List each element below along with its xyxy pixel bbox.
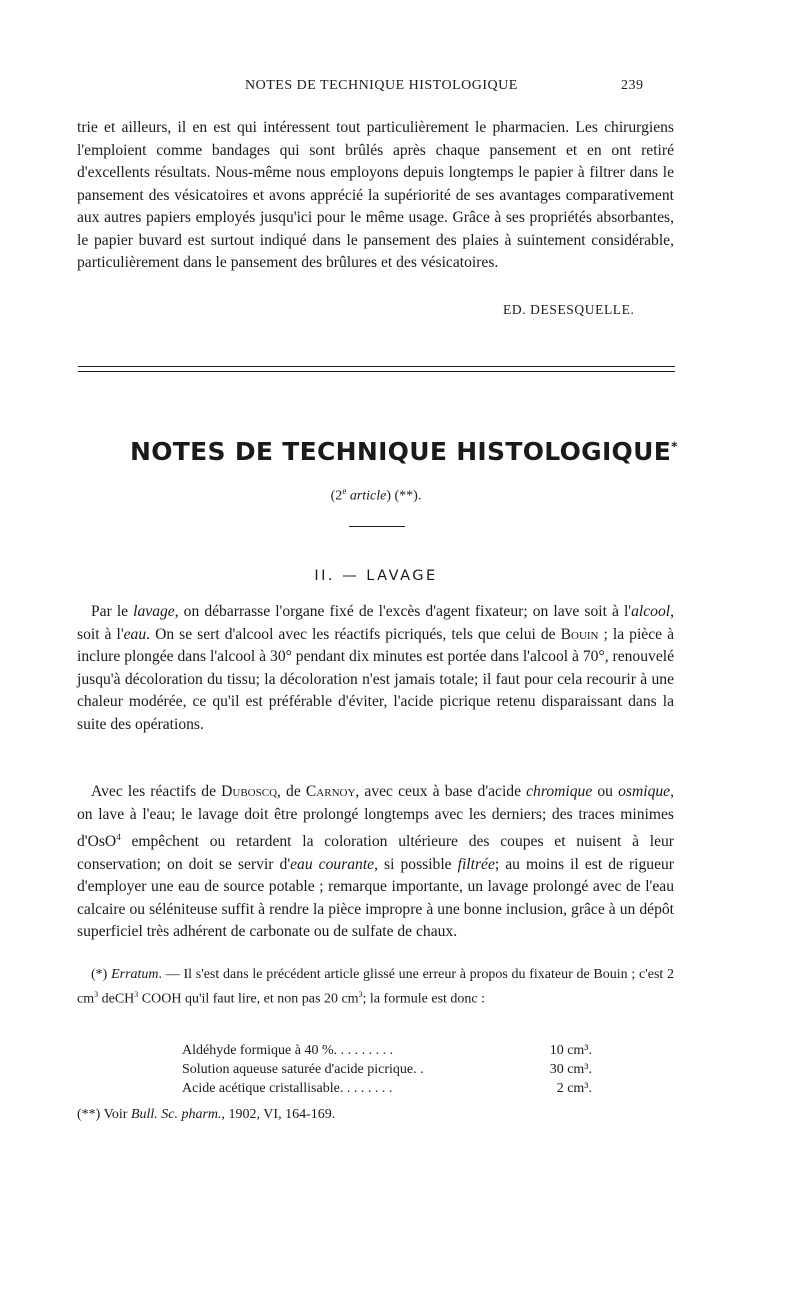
article-subtitle: [0, 486, 752, 505]
fn1-sup-3: 3: [358, 989, 363, 999]
previous-article-paragraph: trie et ailleurs, il en est qui intéressent tout particulièrement le pharmacien. Les chirurgiens l'emploient comme bandages qui sont brûlés après chaque pansement et en ont retiré d'excellents résultats. Nous-même nous employons depuis longtemps le papier à filtrer dans le pansement des vésicatoires et avons apprécié la supériorité de ses avantages comparativement aux autres papiers employés jusqu'ici pour le même usage. Grâce à ses propriétés absorbantes, le papier buvard est surtout indiqué dans le pansement des plaies à suintement considérable, particulièrement dans le pansement des brûlures et des vésicatoires.: [77, 119, 674, 271]
section-divider-rule: [78, 366, 675, 367]
p2-italic-osmique: osmique: [618, 783, 671, 800]
section-divider-rule-thin: [78, 371, 675, 372]
p1-text-g: . On se sert d'alcool avec les réactifs picriqués, tels que celui de: [146, 625, 561, 643]
fn1-sup-1: 3: [94, 989, 99, 999]
p2-name-duboscq: Duboscq: [221, 783, 278, 800]
subtitle-sup: e: [342, 486, 347, 496]
fn2-mark: (**) Voir: [77, 1107, 131, 1122]
fn1-text-a: . — Il s'est dans le précédent article glissé une erreur à propos du fixateur de Bouin ; c'est 2 cm: [77, 967, 675, 1007]
footnote-reference: [77, 1105, 674, 1125]
p2-name-carnoy: Carnoy: [305, 783, 356, 800]
formula-quantity: 30 cm³.: [549, 1062, 592, 1077]
p2-italic-chromique: chromique: [526, 783, 593, 800]
footnote-erratum: [77, 965, 674, 1009]
fn1-sup-2: 3: [134, 989, 139, 999]
author-signature: ED. DESESQUELLE.: [503, 302, 635, 317]
formula-quantity: 10 cm³.: [549, 1043, 592, 1058]
formula-quantity: 2 cm³.: [556, 1081, 592, 1096]
title-short-rule: [349, 526, 405, 527]
article-title-mark: *: [671, 439, 678, 454]
fn1-text-c: COOH qu'il faut lire, et non pas 20 cm: [138, 991, 359, 1007]
p2-text-a: Avec les réactifs de: [91, 783, 222, 800]
fn1-text-d: ; la formule est donc :: [362, 991, 486, 1007]
subtitle-prefix: (2: [330, 488, 343, 504]
formula-item: Acide acétique cristallisable. . . . . . . .: [182, 1081, 393, 1096]
running-title: NOTES DE TECHNIQUE HISTOLOGIQUE: [245, 78, 518, 93]
p2-text-i: , on lave à l'eau; le lavage doit être prolongé longtemps avec les derniers; des traces minimes d'OsO: [77, 783, 674, 851]
p1-text-e: , soit à l': [77, 603, 674, 643]
p1-name-bouin: Bouin: [560, 625, 599, 643]
article-title-text: NOTES DE TECHNIQUE HISTOLOGIQUE: [130, 437, 672, 466]
fn2-ref: , 1902, VI, 164-169.: [221, 1107, 336, 1122]
p1-text-i: ; la pièce à inclure plongée dans l'alcool à 30° pendant dix minutes est portée dans l'alcool à 70°, renouvelé jusqu'à décoloration du tissu; la décoloration n'est jamais totale; il faut pour cela recourir à une chaleur modérée, ce qu'il est préférable d'éviter, l'acide picrique retenu disparaissant dans la suite des opérations.: [77, 625, 674, 733]
p1-italic-eau: eau: [123, 625, 147, 643]
p1-italic-alcool: alcool: [631, 603, 671, 620]
p2-sup-4: 4: [116, 832, 121, 842]
p1-text-c: , on débarrasse l'organe fixé de l'excès d'agent fixateur; on lave soit à l': [174, 603, 632, 620]
p2-text-m: , si possible: [374, 855, 458, 873]
body-paragraph-1: [77, 601, 674, 736]
page-number: 239: [621, 78, 644, 93]
formula-row: [182, 1041, 592, 1060]
subtitle-suffix: ) (**).: [386, 488, 422, 504]
subtitle-italic: article: [349, 488, 387, 504]
formula-item: Solution aqueuse saturée d'acide picrique. .: [182, 1062, 424, 1077]
fn1-mark: (*): [91, 967, 112, 982]
p2-text-e: , avec ceux à base d'acide: [355, 783, 527, 800]
section-heading: II. — LAVAGE: [314, 568, 438, 584]
fn2-journal: Bull. Sc. pharm.: [130, 1107, 222, 1122]
article-title: [130, 437, 678, 466]
p1-italic-lavage: lavage: [133, 603, 175, 620]
p1-text-a: Par le: [91, 603, 134, 620]
p2-italic-eau-courante: eau courante: [290, 855, 375, 873]
p2-italic-filtree: filtrée: [457, 855, 495, 873]
fn1-text-b: deCH: [98, 991, 135, 1007]
formula-item: Aldéhyde formique à 40 %. . . . . . . . .: [182, 1043, 394, 1058]
body-paragraph-2: [77, 781, 674, 944]
p2-text-g: ou: [592, 783, 619, 800]
p2-text-c: , de: [277, 783, 306, 800]
p2-text-o: ; au moins il est de rigueur d'employer une eau de source potable ; remarque importante, un lavage prolongé avec de l'eau calcaire ou séléniteuse suffit à rendre la pièce impropre à une bonne inclusion, grâce à un dépôt superficiel très adhérent de carbonate ou de sulfate de chaux.: [77, 855, 674, 941]
formula-row: [182, 1060, 592, 1079]
p2-text-k: empêchent ou retardent la coloration ultérieure des coupes et nuisent à leur conservation; on doit se servir d': [77, 833, 674, 873]
fn1-label: Erratum: [111, 967, 159, 982]
formula-row: [182, 1079, 592, 1098]
formula-table: [182, 1041, 592, 1098]
